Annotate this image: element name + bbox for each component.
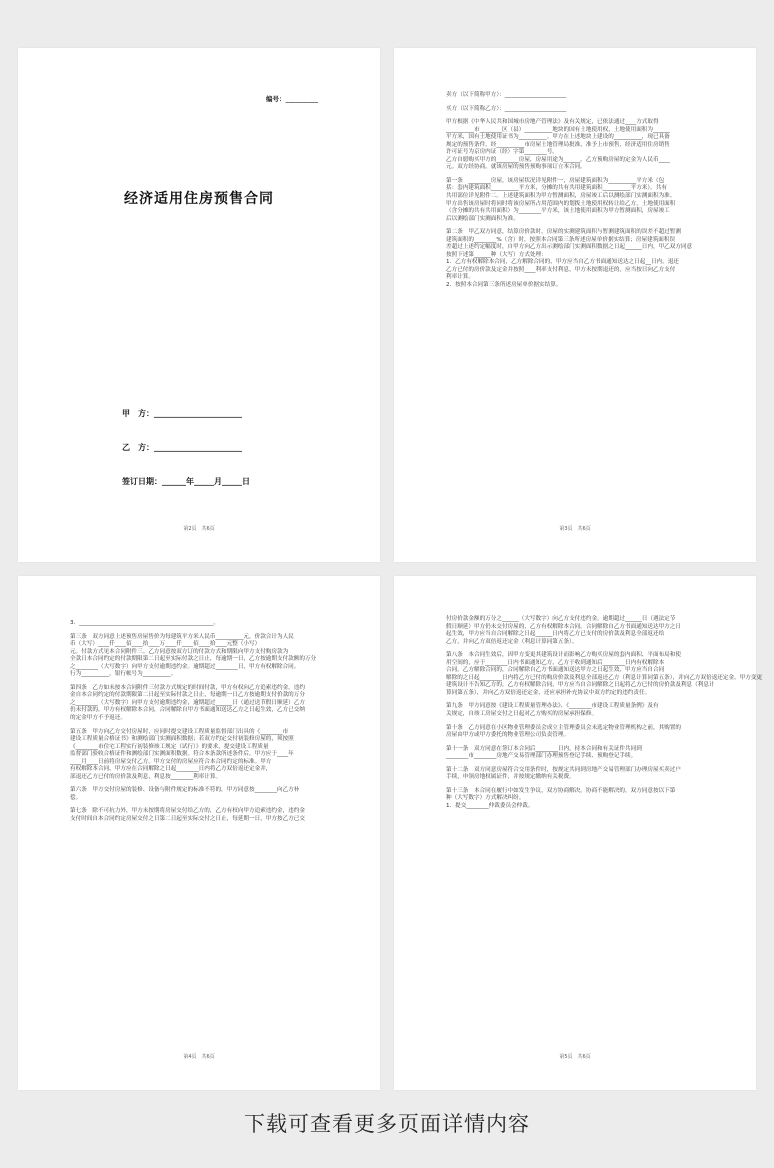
contract-line: 全款日本合同约定的付款期限第二日起至实际付款之日止，每逾期一日，乙方按逾期支付款额的万分 [70, 656, 317, 663]
contract-line: 建筑设计不告知乙方的，乙方有权解除合同，甲方应当自合同解除之日起将乙方已付的房价款及利息（利息计 [446, 682, 715, 689]
contract-line: 之________（大写数字）向甲方支付逾期违约金。逾期超过________日，甲方有权解除合同。 [70, 663, 300, 670]
contract-line: 第十二条 双方同意房屋符合交用条件时，按规定共同到房地产交易管理部门办理房屋买卖过户 [446, 766, 681, 773]
contract-line: 第十一条 双方同意在签订本合同后________日内，持本合同和有关证件共同到 [446, 745, 642, 752]
party-a-line: 甲 方：______________________ [122, 409, 242, 418]
page-number: 第3页 共6页 [559, 526, 591, 532]
contract-line: 平方米，国有土地使用证书为__________。甲方在上述地块上建设的__________，现已具备 [446, 134, 670, 141]
contract-line: 后以测绘部门实测面积为准。 [446, 215, 519, 222]
contract-line: 买方（以下简称乙方）：______________________ [446, 105, 567, 112]
contract-line: 之________（大写数字）向甲方支付逾期违约金，逾期超过______日（通过送节假日顺延）乙方 [70, 699, 305, 706]
page-number: 第5页 共6页 [559, 1054, 591, 1060]
download-caption[interactable]: 下载可查看更多页面详情内容 [244, 1112, 530, 1136]
contract-line: 许可证号为京房内证（经）字第________号。 [446, 149, 558, 156]
contract-line: 第十条 乙方同意在小区物业管理委员会成立主管理委员会未选定物业管理机构之前，其购置的 [446, 724, 681, 731]
contract-line: 差超过上述约定幅度时，自甲方向乙方出示测绘部门实测面积数据之日起______日内，甲乙双方同意 [446, 244, 693, 251]
contract-line: 元。双方经协商，就该房屋的预售预购事项订立本合同。 [446, 164, 586, 171]
contract-line: 监督部门验收合格证件和测绘部门实测面积数据。符合本条款所述条件后，甲方应于____年 [70, 751, 294, 758]
contract-line: 第五条 甲方向乙方交付房屋时，应同时提交建设工程质量监督部门出具的《________市 [70, 728, 289, 735]
contract-line: 部退还乙方已付的房价款及利息，利息按________利率计算。 [70, 773, 222, 780]
contract-line: 共用部位详见附件二。上述建筑面积为甲方暂测面积，房屋竣工后以测绘部门实测面积为准。 [446, 193, 676, 200]
contract-line: 第七条 除不可抗力外，甲方未按期将房屋交付给乙方的，乙方有权向甲方追索违约金，违约金 [70, 808, 305, 815]
contract-line: 元。付款方式见本合同附件三。乙方同意按双方订的付款方式和期限向甲方支付购房款为 [70, 648, 289, 655]
contract-line: 第三条 双方同意上述预售房屋售价为每建筑平方米人民币__________元，价款合计为人民 [70, 633, 294, 640]
contract-line: 甲方根据《中华人民共和国城市房地产管理法》及有关规定，已依法通过____方式取得 [446, 119, 659, 126]
contract-line: 支付时间自本合同约定房屋交付之日第二日起至实际交付之日止，每延期一日，甲方按乙方已交 [70, 816, 305, 823]
contract-line: 解除的之日起________日内将乙方已付的购房价款及利息全部返还乙方（利息计算同第五条），并向乙方双倍返还定金。甲方变更 [446, 674, 763, 681]
contract-line: 偿。 [70, 794, 82, 801]
contract-line: 甲方出售该房屋时将同时将该房屋所占用范围内的划拨土地使用权转让给乙方，土地使用面积 [446, 200, 676, 207]
contract-line: 关规定，自竣工房屋交付之日起对乙方购买的房屋承担保修。 [446, 711, 598, 718]
contract-line: 第八条 本合同生效后，因甲方变更其建筑设计而影响乙方购买房屋的套内面积、平面布局和使 [446, 652, 681, 659]
contract-line: 乙方已付的房价款及定金并按照____利率支付利息，甲方未按期退还的，应当按日向乙方支付 [446, 266, 676, 273]
contract-line: ____月____日前将房屋交付乙方。甲方交付的房屋应符合本合同约定的标准。甲方 [70, 758, 272, 765]
contract-title: 经济适用住房预售合同 [124, 191, 274, 207]
contract-line: 乙方，并向乙方双倍返还定金（利息计算同第五条）。 [446, 638, 578, 645]
contract-line: 仍未付款的，甲方有权解除本合同，合同解除自甲方书面通知送达乙方之日起生效，乙方已交纳 [70, 707, 305, 714]
contract-line: 币（大写）____仟____佰____拾____万____仟____佰____拾____元整（小写） [70, 641, 261, 648]
contract-line: 利率计算。 [446, 274, 474, 281]
contract-line: 第十三条 本合同在履行中如发生争议，双方协商解决。协商不能解决的，双方同意按以下第 [446, 787, 676, 794]
page-3-body [446, 92, 704, 290]
contract-line: （含分摊的共有共用面积）为________平方米，该土地使用面积为甲方暂测面积，房屋竣工 [446, 208, 670, 215]
contract-line: 建设工程质量合格证书》和测绘部门实测面积数据；若双方约定交付初装修房屋的，须按照 [70, 736, 294, 743]
contract-line: 3．________________________________________________。 [70, 620, 219, 626]
page-4-body [70, 620, 328, 824]
contract-line: 起生效，甲方应当自合同解除之日起______日内将乙方已支付的房价款及利息全部返还给 [446, 631, 665, 638]
contract-page-5 [394, 576, 763, 1090]
contract-line: 第四条 乙方如未按本合同附件三付款方式规定的时间付款，甲方有权向乙方追索违约金，违约 [70, 684, 305, 691]
contract-page-3 [394, 48, 756, 562]
contract-line: 假日顺延）甲方仍未交付房屋的，乙方有权解除本合同。合同解除自乙方书面通知送达甲方之日 [446, 623, 681, 630]
contract-line: 卖方（以下简称甲方）：______________________ [446, 92, 567, 98]
contract-line: 有权解除本合同，甲方应在合同解除之日起________日内将乙方双倍返还定金并， [70, 766, 272, 773]
contract-line: 第一条 ________房屋，该房屋状况详见附件一，房屋建筑面积为__________平方米（包 [446, 177, 665, 184]
contract-page-2 [18, 48, 380, 562]
contract-line: 按照下述第______种（大写）方式处理： [446, 251, 547, 258]
contract-line: 第六条 甲方交付房屋的装修、设备与附件规定的标准不符的，甲方同意按________向乙方补 [70, 787, 300, 794]
contract-line: __________市________区（县）__________地块的国有土地使用权，土地使用面积为______ [446, 126, 670, 133]
contract-line: 乙方自愿购买甲方的________房屋，房屋用途为______。乙方预购房屋的定金为人民币____ [446, 156, 670, 163]
contract-line: ________市________房地产交易管理部门办理预售登记手续、预购登记手续。 [446, 753, 637, 760]
contract-page-4 [18, 576, 380, 1090]
contract-line: 2．按照本合同第三条所述房屋单价据实结算。 [446, 282, 562, 289]
contract-line: 金自本合同约定的付款期限第二日起至实际付款之日止，每逾期一日乙方按逾期支付价款的万分 [70, 692, 305, 699]
contract-line: 括：套内建筑面积__________平方米，分摊的共有共用建筑面积__________平方米）。共有 [446, 185, 667, 192]
contract-line: 用空间的，应于________日内书面通知乙方，乙方于收到通知后________日内有权解除本 [446, 659, 665, 666]
sign-date-line: 签订日期：______年_____月_____日 [122, 477, 250, 486]
contract-line: 1．提交________仲裁委员会仲裁。 [446, 802, 534, 809]
contract-line: 手续，申领房地权属证件，并按规定缴纳有关税费。 [446, 774, 575, 781]
contract-line: 合同。乙方解除合同的，合同解除自乙方书面通知送达甲方之日起生效，甲方应当自合同 [446, 667, 665, 674]
page-number: 第4页 共6页 [183, 1054, 215, 1060]
document-number: 编号：__________ [266, 95, 318, 103]
contract-line: 第二条 甲乙双方同意，结算房价款时，房屋的实测建筑面积与暂测建筑面积的误差不超过暂测 [446, 229, 681, 236]
contract-line: 付房价款金额的万分之______（大写数字）向乙方支付违约金。逾期超过______日（遇法定节 [446, 616, 676, 622]
contract-line: 房屋由甲方或甲方委托的物业管理公司负责管理。 [446, 732, 570, 739]
contract-line: 的定金甲方不予返还。 [70, 715, 126, 722]
contract-line: 种（大写数字）方式解决纠纷。 [446, 795, 525, 802]
contract-line: 规定的预售条件，经__________市房屋土地管理局批准，准予上市预售，经济适用住房销售 [446, 141, 670, 148]
contract-line: 1．乙方有权解除本合同，乙方解除合同的，甲方应当自乙方书面通知送达之日起__日内，退还 [446, 259, 679, 266]
page-number: 第2页 共6页 [183, 526, 215, 532]
contract-line: 第九条 甲方同意按《建设工程质量管理办法》、《________市建设工程质量条例》及有 [446, 703, 659, 710]
contract-line: 建筑面积的________%（含）时，按照本合同第三条所述房屋单价据实结算；房屋建筑面积误 [446, 236, 676, 243]
contract-line: 算同第五条），并向乙方双倍返还定金，还应承担补充协议中双方约定的违约责任。 [446, 689, 651, 696]
contract-line: 《________市住宅工程实行初装修竣工规定（试行）》的要求，提交建设工程质量 [70, 743, 269, 750]
contract-line: 行为__________，银行帐号为__________。 [70, 671, 177, 678]
party-b-line: 乙 方：______________________ [122, 443, 242, 452]
page-5-body [446, 616, 763, 810]
